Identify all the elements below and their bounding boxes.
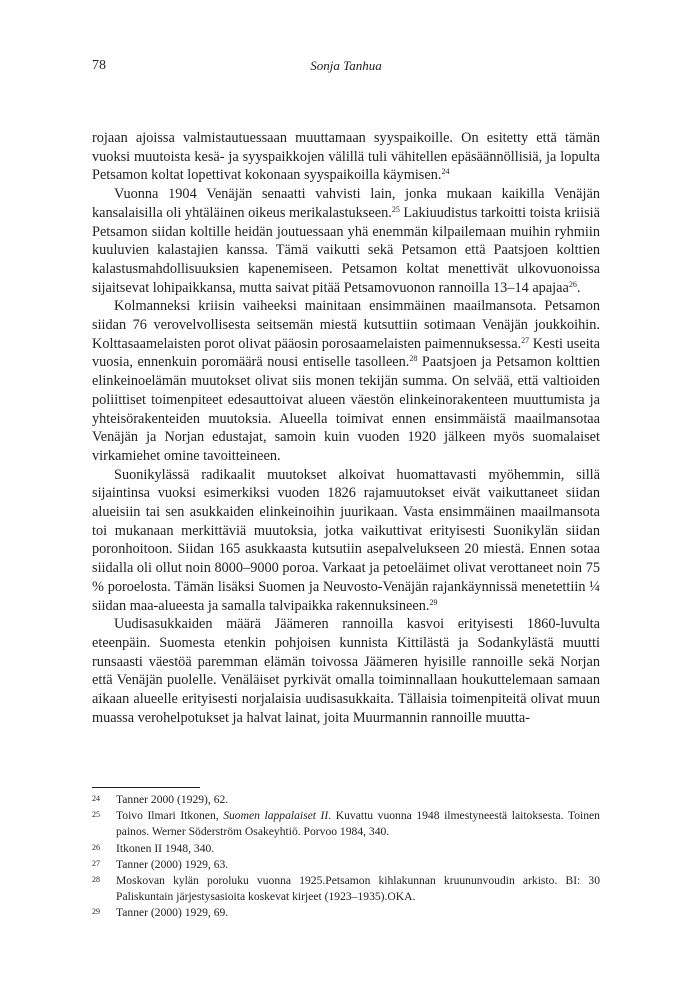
- footnote-text: Moskovan kylän poroluku vuonna 1925.Petsamon kihlakunnan kruununvoudin arkisto. BI: 30 Paliskuntain järjestysasioita koskevat kirjeet (1923–1935).OKA.: [116, 874, 600, 904]
- footnote: [92, 792, 600, 808]
- paragraph: Vuonna 1904 Venäjän senaatti vahvisti lain, jonka mukaan kaikilla Venäjän kansalaisilla oli yhtäläinen oikeus merikalastukseen.$^{25}$ Lakiuudistus tarkoitti toista kriisiä Petsamon siidan koltille heidän joutuessaan yhä enemmän kilpailemaan muihin ryhmiin kuuluvien kalastajien kanssa. Tämä vaikutti sekä Petsamon että Paatsjoen kolttien kalastusmahdollisuuksien kapenemiseen. Petsamon koltat menettivät ulkovuonoissa sijaitsevat lohipaikkansa, mutta saivat pitää Petsamovuonon rannoilla 13–14 apajaa$^{26}$.: [92, 186, 600, 296]
- footnotes: [92, 792, 600, 922]
- footnote-number: 24: [92, 794, 100, 803]
- footnote: [92, 841, 600, 857]
- footnote-ref: 24: [441, 167, 450, 177]
- running-head: Sonja Tanhua: [310, 58, 382, 73]
- footnote-text: Tanner (2000) 1929, 69.: [116, 906, 229, 920]
- paragraph: Uudisasukkaiden määrä Jäämeren rannoilla kasvoi erityisesti 1860-luvulta eteenpäin. Suomesta etenkin pohjoisen kunnista Kittilästä ja Sodankylästä muutti runsaasti väestöä paremman elämän toivossa Jäämeren hyisille rannoille sekä Norjan että Venäjän puolelle. Venäläiset pyrkivät omalla toiminnallaan houkuttelemaan samaan aikaan alueelle erityisesti norjalaisia uudisasukkaita. Tällaisia toimenpiteitä olivat muun muassa verohelpotukset ja halvat lainat, joita Muurmannin rannoille muutta-: [92, 616, 600, 726]
- footnote-number: 26: [92, 842, 100, 852]
- paragraph: Kolmanneksi kriisin vaiheeksi mainitaan ensimmäinen maailmansota. Petsamon siidan 76 verovelvollisesta seitsemän miestä kutsuttiin sotimaan Venäjän joukkoihin. Kolttasaamelaisten porot olivat pääosin porosaamelaisten paimennuksessa.$^{27}$ Kesti useita vuosia, ennenkuin poromäärä nousi entiselle tasolleen.$^{28}$ Paatsjoen ja Petsamon kolttien elinkeinoelämän muutokset olivat siis monen tekijän summa. On selvää, että valtioiden poliittiset toimenpiteet edesauttoivat alueen väestön elinkeinorakenteen muuttumista ja yhteisörakenteiden muutoksia. Alueella toimivat ennen ensimmäistä maailmansotaa Venäjän ja Norjan edustajat, samoin kuin vuoden 1920 jälkeen myös suomalaiset virkamiehet omine tavoitteineen.: [92, 298, 600, 464]
- footnote-text: Itkonen II 1948, 340.: [116, 841, 215, 855]
- footnote-text: Tanner (2000) 1929, 63.: [116, 857, 229, 871]
- page-number: 78: [92, 58, 106, 73]
- footnote-ref: 29: [429, 597, 438, 607]
- footnote-ref: 26: [568, 279, 577, 289]
- footnote-number: 28: [92, 875, 100, 885]
- page-header: [92, 58, 600, 78]
- footnote: [92, 873, 600, 905]
- footnote: [92, 857, 600, 873]
- footnote-ref: 25: [391, 204, 400, 214]
- footnote-ref: 27: [521, 335, 530, 345]
- paragraph: rojaan ajoissa valmistautuessaan muuttamaan syyspaikoille. On esitetty että tämän vuoksi muutoista kesä- ja syyspaikkojen välillä tuli vähitellen epäsäännöllisiä, ja lopulta Petsamon koltat lopettivat kokonaan syyspaikoilla käymisen.$^{24}$: [92, 130, 600, 184]
- paragraph: Suonikylässä radikaalit muutokset alkoivat huomattavasti myöhemmin, sillä sijaintinsa vuoksi esimerkiksi vuoden 1826 rajamuutokset eivät vaikuttaneet siidan alueisiin tai sen asukkaiden elinkeinoihin juurikaan. Vasta ensimmäinen maailmansota toi mukanaan merkittäviä muutoksia, jotka vaikuttivat erityisesti Suonikylän siidan poronhoitoon. Siidan 165 asukkaasta kutsutiin asepalvelukseen 20 miestä. Ennen sotaa siidalla oli ollut noin 8000–9000 poroa. Varkaat ja petoeläimet olivat verottaneet noin 75 % poroelosta. Tämän lisäksi Suomen ja Neuvosto-Venäjän rajankäynnissä menetettiin ¼ siidan maa-alueesta ja samalla talvipaikka rakennuksineen.$^{29}$: [92, 466, 600, 614]
- footnote: [92, 808, 600, 840]
- book-title: Suomen lappalaiset II: [223, 809, 329, 823]
- footnote-text: Toivo Ilmari Itkonen, Suomen lappalaiset II. Kuvattu vuonna 1948 ilmestyneestä laitoksesta. Toinen painos. Werner Söderström Osakeyhtiö. Porvoo 1984, 340.: [116, 809, 600, 839]
- footnote-divider: [92, 787, 200, 788]
- footnote-ref: 28: [409, 354, 418, 364]
- footnote-number: 29: [92, 907, 100, 917]
- footnote-number: 25: [92, 810, 100, 820]
- body-text: [92, 129, 600, 728]
- footnote-text: Tanner 2000 (1929), 62.: [116, 793, 229, 806]
- footnote: [92, 905, 600, 921]
- footnote-number: 27: [92, 858, 100, 868]
